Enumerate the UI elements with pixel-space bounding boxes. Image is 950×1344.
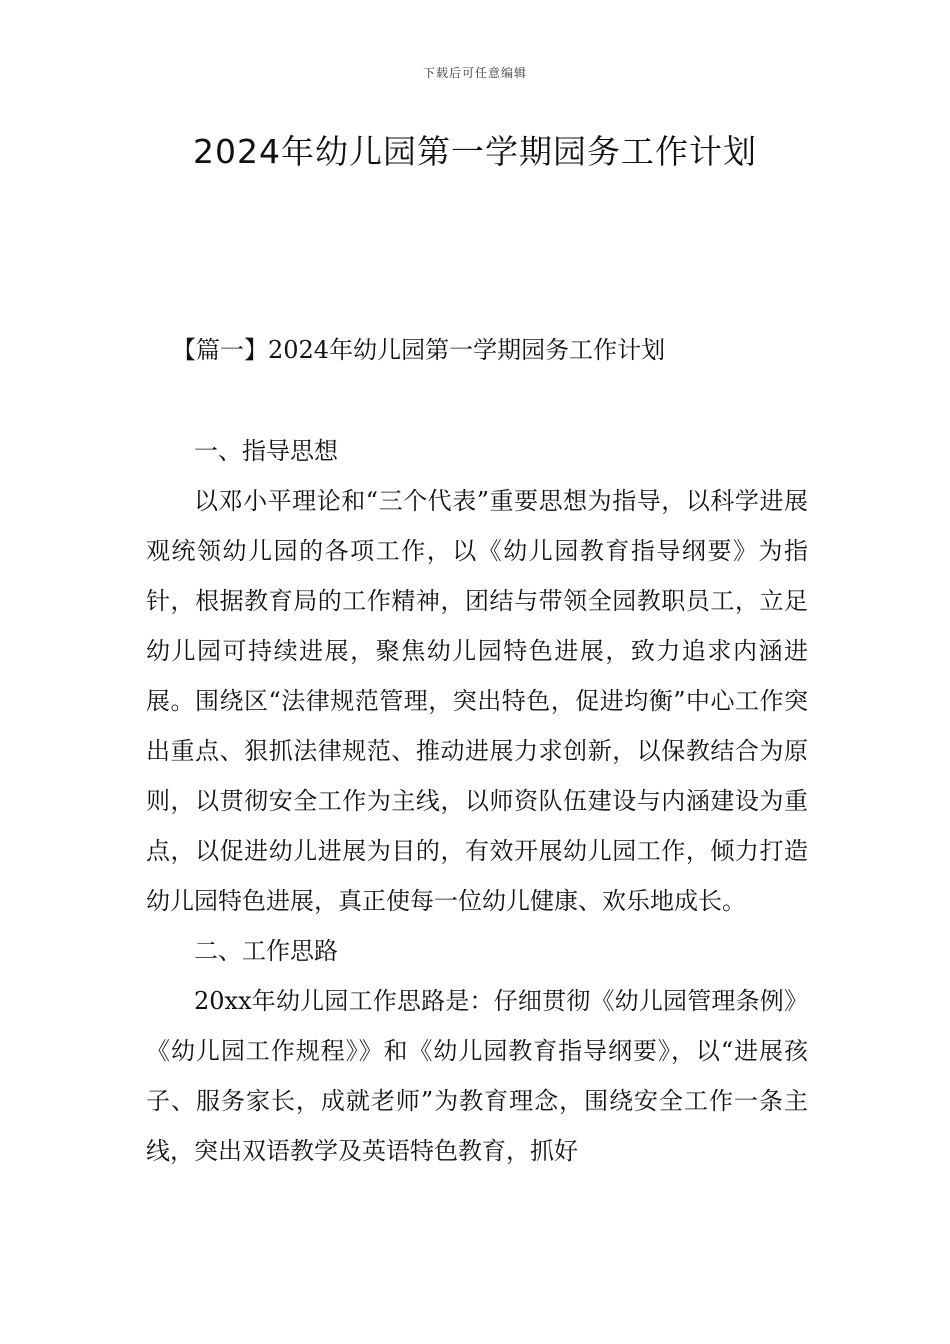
heading-work-approach: 二、工作思路 bbox=[194, 937, 338, 965]
section-title: 【篇一】2024年幼儿园第一学期园务工作计划 bbox=[172, 336, 666, 364]
document-body bbox=[146, 426, 808, 1176]
paragraph-guiding-ideology: 以邓小平理论和“三个代表”重要思想为指导，以科学进展观统领幼儿园的各项工作，以《幼儿园教育指导纲要》为指针，根据教育局的工作精神，团结与带领全园教职员工，立足幼儿园可持续进展，聚焦幼儿园特色进展，致力追求内涵进展。围绕区“法律规范管理，突出特色，促进均衡”中心工作突出重点、狠抓法律规范、推动进展力求创新，以保教结合为原则，以贯彻安全工作为主线，以师资队伍建设与内涵建设为重点，以促进幼儿进展为目的，有效开展幼儿园工作，倾力打造幼儿园特色进展，真正使每一位幼儿健康、欢乐地成长。 bbox=[146, 487, 808, 915]
paragraph-work-approach: 20xx年幼儿园工作思路是：仔细贯彻《幼儿园管理条例》《幼儿园工作规程》》和《幼儿园教育指导纲要》，以“进展孩子、服务家长，成就老师”为教育理念，围绕安全工作一条主线，突出双语教学及英语特色教育，抓好 bbox=[146, 987, 808, 1165]
document-title: 2024年幼儿园第一学期园务工作计划 bbox=[193, 132, 757, 171]
heading-guiding-ideology: 一、指导思想 bbox=[194, 437, 338, 465]
page-header-note: 下载后可任意编辑 bbox=[422, 66, 527, 80]
